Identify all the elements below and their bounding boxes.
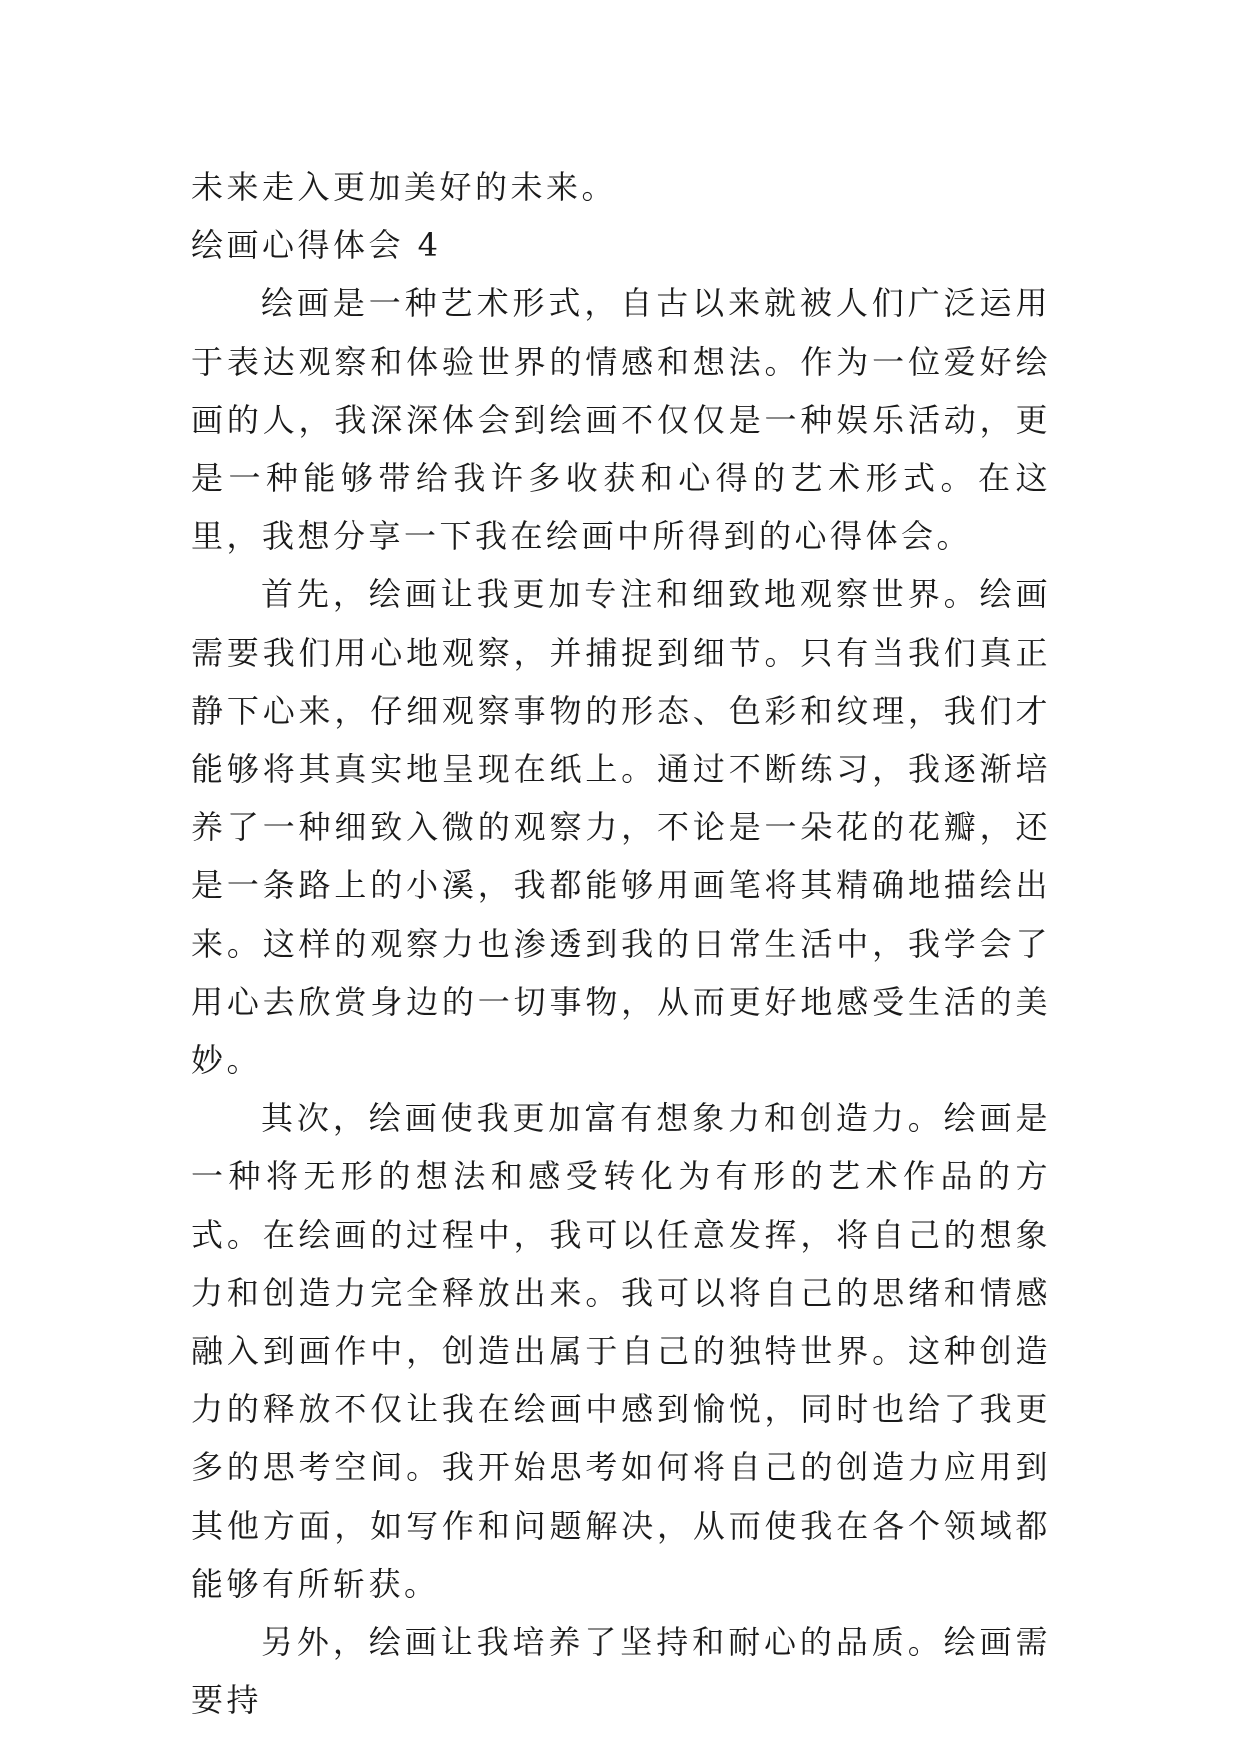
paragraph-intro: 绘画是一种艺术形式，自古以来就被人们广泛运用于表达观察和体验世界的情感和想法。作为一位爱好绘画的人，我深深体会到绘画不仅仅是一种娱乐活动，更是一种能够带给我许多收获和心得的艺术形式。在这里，我想分享一下我在绘画中所得到的心得体会。: [191, 284, 1051, 556]
document-body: [191, 158, 1051, 1729]
paragraph-imagination: 其次，绘画使我更加富有想象力和创造力。绘画是一种将无形的想法和感受转化为有形的艺术作品的方式。在绘画的过程中，我可以任意发挥，将自己的想象力和创造力完全释放出来。我可以将自己的思绪和情感融入到画作中，创造出属于自己的独特世界。这种创造力的释放不仅让我在绘画中感到愉悦，同时也给了我更多的思考空间。我开始思考如何将自己的创造力应用到其他方面，如写作和问题解决，从而使我在各个领域都能够有所斩获。: [191, 1099, 1051, 1603]
paragraph-persistence: 另外，绘画让我培养了坚持和耐心的品质。绘画需要持: [191, 1623, 1051, 1720]
continuation-line: 未来走入更加美好的未来。: [191, 168, 618, 206]
section-heading: 绘画心得体会 4: [191, 226, 442, 265]
paragraph-observation: 首先，绘画让我更加专注和细致地观察世界。绘画需要我们用心地观察，并捕捉到细节。只有当我们真正静下心来，仔细观察事物的形态、色彩和纹理，我们才能够将其真实地呈现在纸上。通过不断练习，我逐渐培养了一种细致入微的观察力，不论是一朵花的花瓣，还是一条路上的小溪，我都能够用画笔将其精确地描绘出来。这样的观察力也渗透到我的日常生活中，我学会了用心去欣赏身边的一切事物，从而更好地感受生活的美妙。: [191, 575, 1051, 1080]
